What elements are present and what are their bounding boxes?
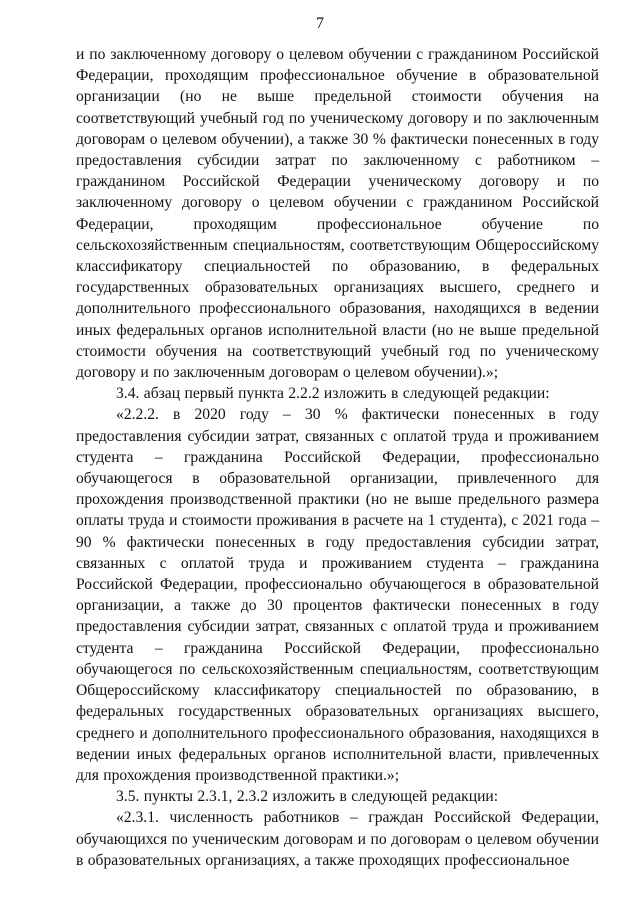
paragraph-clause-2-3-1: «2.3.1. численность работников – граждан Российской Федерации, обучающихся по ученическим договорам и по договорам о целевом обучении в образовательных организациях, а также проходящих профессиональное — [76, 809, 599, 869]
paragraph-clause-2-2-2: «2.2.2. в 2020 году – 30 % фактически понесенных в году предоставления субсидии затрат, связанных с оплатой труда и проживанием студента – гражданина Российской Федерации, профессионально обучающегося в образовательной организации, привлеченного для прохождения производственной практики (но не выше предельного размера оплаты труда и стоимости проживания в расчете на 1 студента), с 2021 года – 90 % фактически понесенных в году предоставления субсидии затрат, связанных с оплатой труда и проживанием студента – гражданина Российской Федерации, профессионально обучающегося в образовательной организации, а также до 30 процентов фактически понесенных в году предоставления субсидии затрат, связанных с оплатой труда и проживанием студента – гражданина Российской Федерации, профессионально обучающегося по сельскохозяйственным специальностям, соответствующим Общероссийскому классификатору специальностей по образованию, в федеральных государственных образовательных организациях высшего, среднего и дополнительного профессионального образования, находящихся в ведении иных федеральных органов исполнительной власти, привлеченных для прохождения производственной практики.»; — [76, 406, 599, 784]
paragraph-item-3-5: 3.5. пункты 2.3.1, 2.3.2 изложить в следующей редакции: — [116, 788, 499, 806]
document-body — [76, 44, 599, 871]
paragraph-continuation: и по заключенному договору о целевом обучении с гражданином Российской Федерации, проходящим профессиональное обучение в образовательной организации (но не выше предельной стоимости обучения на соответствующий учебный год по ученическому договору и по заключенным договорам о целевом обучении), а также 30 % фактически понесенных в году предоставления субсидии затрат по заключенному с работником – гражданином Российской Федерации ученическому договору и по заключенному договору о целевом обучении с гражданином Российской Федерации, проходящим профессиональное обучение по сельскохозяйственным специальностям, соответствующим Общероссийскому классификатору специальностей по образованию, в федеральных государственных образовательных организациях высшего, среднего и дополнительного профессионального образования, находящихся в ведении иных федеральных органов исполнительной власти (но не выше предельной стоимости обучения на соответствующий учебный год по ученическому договору и по заключенным договорам о целевом обучении).»; — [76, 46, 599, 382]
paragraph-item-3-4: 3.4. абзац первый пункта 2.2.2 изложить в следующей редакции: — [116, 385, 550, 403]
page-number: 7 — [316, 15, 324, 32]
